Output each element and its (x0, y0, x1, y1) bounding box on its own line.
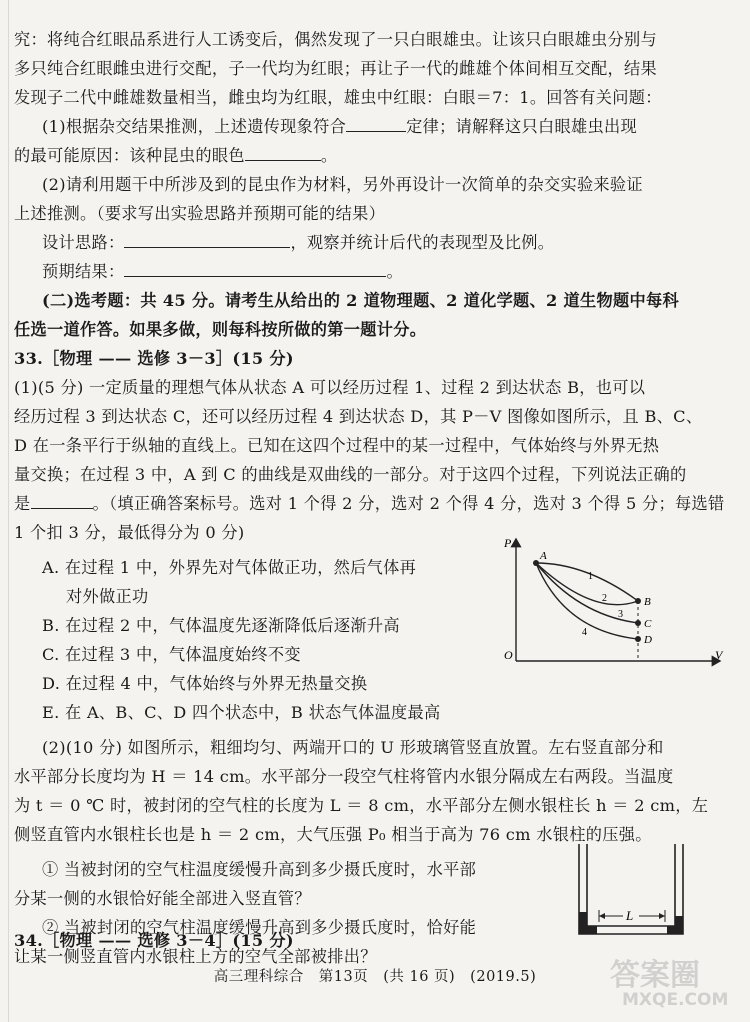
point-b-label: B (644, 596, 651, 608)
process-4-curve (536, 563, 638, 639)
process-2-curve (536, 563, 638, 605)
u-tube-diagram (575, 842, 687, 938)
text-line: 是 。（填正确答案标号。选对 1 个得 2 分，选对 2 个得 4 分，选对 3 个得 5 分；每选错 (14, 494, 725, 513)
option-a: A. 在过程 1 中，外界先对气体做正功，然后气体再 (42, 558, 417, 577)
l-label: L (626, 908, 634, 923)
text-line: (2)请利用题干中所涉及到的昆虫作为材料，另外再设计一次简单的杂交实验来验证 (42, 175, 643, 194)
text-line: 预期结果： 。 (42, 262, 403, 281)
answer-blank[interactable] (245, 145, 321, 161)
curve-3-label: 3 (618, 609, 623, 620)
answer-blank[interactable] (346, 116, 406, 132)
curve-1-label: 1 (588, 571, 593, 582)
mercury-left-horizontal (579, 926, 597, 934)
text-line: 侧竖直管内水银柱长也是 h ＝ 2 cm，大气压强 P₀ 相当于高为 76 cm 水银柱的压强。 (14, 825, 652, 844)
text-line: 为 t ＝ 0 ℃ 时，被封闭的空气柱的长度为 L ＝ 8 cm，水平部分左侧水银柱长 h ＝ 2 cm，左 (14, 796, 709, 815)
text-line: (2)(10 分) 如图所示，粗细均匀、两端开口的 U 形玻璃管竖直放置。左右竖直部分和 (42, 738, 664, 757)
answer-blank[interactable] (124, 261, 386, 277)
option-c: C. 在过程 3 中，气体温度始终不变 (42, 645, 301, 664)
text-line: 发现子二代中雌雄数量相当，雌虫均为红眼，雄虫中红眼：白眼＝7：1。回答有关问题： (14, 88, 662, 107)
section-heading: (二)选考题：共 45 分。请考生从给出的 2 道物理题、2 道化学题、2 道生物题中每科 (42, 291, 679, 310)
point-d-label: D (644, 634, 652, 646)
origin-label: O (504, 648, 513, 662)
point-a (533, 560, 539, 566)
question-heading: 34.［物理 —— 选修 3－4］(15 分) (14, 931, 294, 950)
sub-question-1-cont: 分某一侧的水银恰好能全部进入竖直管？ (14, 889, 311, 908)
answer-blank[interactable] (124, 232, 290, 248)
text-line: 经历过程 3 到达状态 C，还可以经历过程 4 到达状态 D，其 P－V 图像如图所示，且 B、C、 (14, 407, 703, 426)
page-edge-line (8, 0, 9, 1022)
point-d (635, 636, 641, 642)
pv-diagram (498, 535, 730, 675)
text-line: 1 个扣 3 分，最低得分为 0 分) (14, 523, 245, 542)
curve-4-label: 4 (582, 627, 587, 638)
point-b (635, 598, 641, 604)
sub-question-1: ① 当被封闭的空气柱温度缓慢升高到多少摄氏度时，水平部 (42, 860, 477, 879)
option-d: D. 在过程 4 中，气体始终与外界无热量交换 (42, 674, 368, 693)
watermark-url: MXQE.COM (622, 990, 729, 1010)
v-axis-label: V (715, 648, 723, 662)
text-line: 水平部分长度均为 H ＝ 14 cm。水平部分一段空气柱将管内水银分隔成左右两段。当温度 (14, 767, 674, 786)
option-a-cont: 对外做正功 (66, 587, 149, 606)
option-e: E. 在 A、B、C、D 四个状态中，B 状态气体温度最高 (42, 703, 441, 722)
sub-question-2-cont: 让某一侧竖直管内水银柱上方的空气全部被排出？ (14, 947, 377, 966)
text-line: 上述推测。（要求写出实验思路并预期可能的结果） (14, 204, 386, 223)
curve-2-label: 2 (602, 593, 607, 604)
text-line: 量交换；在过程 3 中，A 到 C 的曲线是双曲线的一部分。对于这四个过程，下列说法正确的 (14, 465, 687, 484)
watermark-logo: 答案圈 (610, 958, 700, 993)
text-line: 的最可能原因：该种昆虫的眼色 。 (14, 146, 338, 165)
text-line: (1)根据杂交结果推测，上述遗传现象符合 定律；请解释这只白眼雄虫出现 (42, 117, 637, 136)
process-1-curve (536, 563, 638, 601)
p-axis-label: P (504, 536, 512, 550)
answer-blank[interactable] (31, 493, 93, 509)
text-line: D 在一条平行于纵轴的直线上。已知在这四个过程中的某一过程中，气体始终与外界无热 (14, 436, 660, 455)
text-line: 究：将纯合红眼品系进行人工诱变后，偶然发现了一只白眼雄虫。让该只白眼雄虫分别与 (14, 30, 658, 49)
section-heading: 任选一道作答。如果多做，则每科按所做的第一题计分。 (14, 320, 427, 339)
option-b: B. 在过程 2 中，气体温度先逐渐降低后逐渐升高 (42, 616, 400, 635)
text-line: (1)(5 分) 一定质量的理想气体从状态 A 可以经历过程 1、过程 2 到达状态 B，也可以 (14, 378, 646, 397)
question-heading: 33.［物理 —— 选修 3－3］(15 分) (14, 349, 294, 368)
text-line: 设计思路： ，观察并统计后代的表现型及比例。 (42, 233, 555, 252)
page-footer: 高三理科综合 第13页 (共 16 页) (2019.5) (213, 969, 537, 985)
sub-question-2: ② 当被封闭的空气柱温度缓慢升高到多少摄氏度时，恰好能 (42, 918, 477, 937)
text-line: 多只纯合红眼雌虫进行交配，子一代均为红眼；再让子一代的雌雄个体间相互交配，结果 (14, 59, 658, 78)
point-c-label: C (644, 618, 652, 630)
point-c (635, 620, 641, 626)
point-a-label: A (540, 550, 547, 562)
mercury-right-vertical (675, 916, 683, 934)
